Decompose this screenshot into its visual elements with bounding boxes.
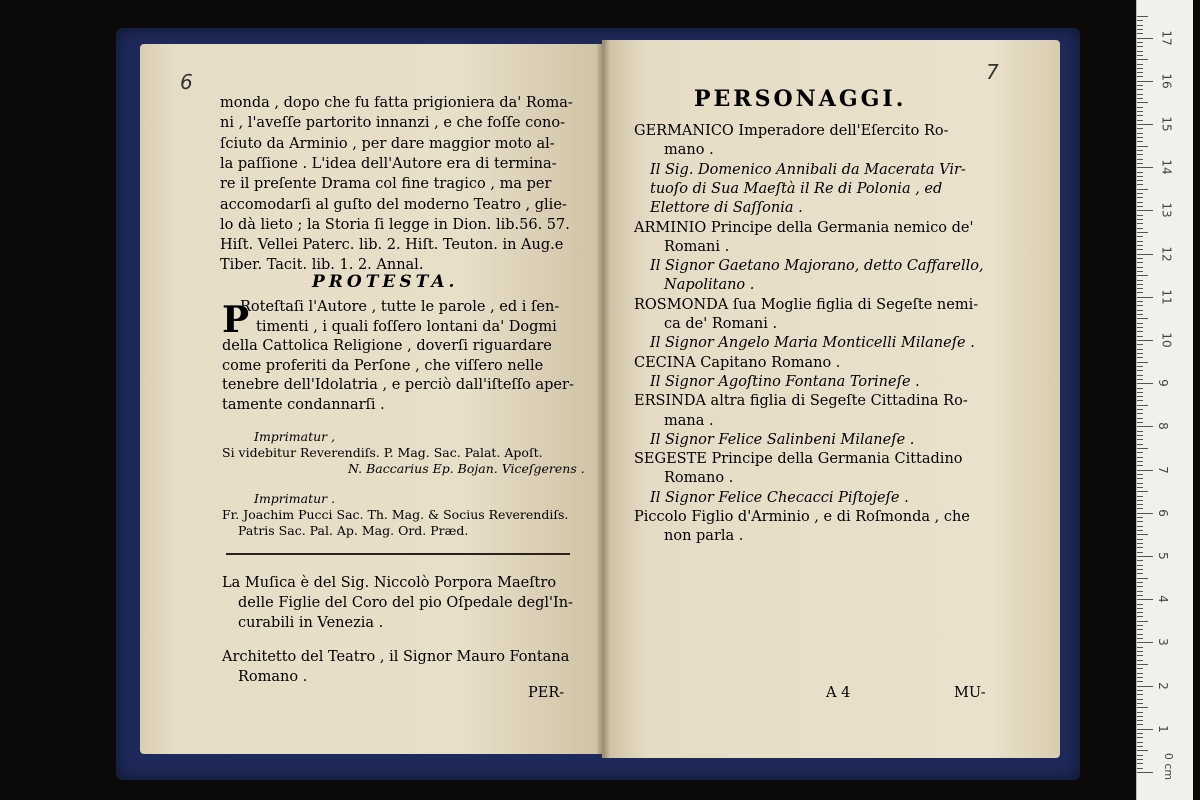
- ruler-tick: [1137, 534, 1148, 535]
- ruler-tick: [1137, 72, 1143, 73]
- ruler-tick: [1137, 254, 1153, 255]
- protesta-line: della Cattolica Religione , doverſi riguardare: [222, 338, 552, 355]
- ruler-tick: [1137, 349, 1143, 350]
- ruler-tick: [1137, 146, 1148, 147]
- ruler-tick: [1137, 115, 1143, 116]
- ruler-tick: [1137, 102, 1148, 103]
- ruler-tick: [1137, 55, 1143, 56]
- ruler-tick: [1137, 314, 1143, 315]
- ruler-tick: [1137, 595, 1143, 596]
- imprimatur-2-line-2: Patris Sac. Pal. Ap. Mag. Ord. Præd.: [238, 523, 469, 538]
- ruler-tick: [1137, 547, 1143, 548]
- cast-character-line: Piccolo Figlio d'Arminio , e di Roſmonda , che: [634, 509, 970, 525]
- section-divider: [226, 553, 570, 555]
- ruler-tick: [1137, 336, 1143, 337]
- protesta-heading: PROTESTA.: [312, 272, 459, 292]
- ruler-number: 12: [1159, 245, 1174, 262]
- ruler-tick: [1137, 383, 1153, 384]
- ruler-tick: [1137, 396, 1143, 397]
- intro-line: re il preſente Drama col fine tragico , ma per: [220, 176, 552, 193]
- ruler-tick: [1137, 508, 1143, 509]
- ruler-number: 3: [1155, 638, 1170, 647]
- ruler-tick: [1137, 323, 1143, 324]
- ruler-tick: [1137, 159, 1143, 160]
- cast-character-line: ARMINIO Principe della Germania nemico de': [634, 219, 974, 236]
- ruler-tick: [1137, 573, 1143, 574]
- cast-performer-line: tuoſo di Sua Maeſtà il Re di Polonia , ed: [650, 180, 943, 197]
- ruler-tick: [1137, 612, 1143, 613]
- ruler-tick: [1137, 331, 1143, 332]
- ruler-tick: [1137, 76, 1143, 77]
- music-line: curabili in Venezia .: [238, 615, 384, 631]
- ruler-number: 7: [1155, 465, 1170, 474]
- imprimatur-1-label: Imprimatur ,: [254, 429, 336, 444]
- left-catchword: PER-: [528, 685, 565, 701]
- ruler-tick: [1137, 712, 1143, 713]
- ruler-tick: [1137, 379, 1143, 380]
- book-gutter: [596, 40, 610, 758]
- ruler-tick: [1137, 681, 1143, 682]
- ruler-tick: [1137, 284, 1143, 285]
- ruler-tick: [1137, 64, 1143, 65]
- ruler-tick: [1137, 772, 1153, 773]
- cast-character-line: ERSINDA altra figlia di Segeſte Cittadina Ro-: [634, 393, 968, 410]
- cast-character-line: GERMANICO Imperadore dell'Eſercito Ro-: [634, 123, 949, 139]
- ruler-tick: [1137, 413, 1143, 414]
- ruler-tick: [1137, 280, 1143, 281]
- ruler-tick: [1137, 629, 1143, 630]
- cast-performer-line: Il Signor Gaetano Majorano, detto Caffarello,: [650, 258, 984, 275]
- ruler-tick: [1137, 470, 1153, 471]
- ruler-tick: [1137, 189, 1148, 190]
- ruler-tick: [1137, 500, 1143, 501]
- ruler-tick: [1137, 25, 1143, 26]
- ruler-tick: [1137, 608, 1143, 609]
- ruler-tick: [1137, 673, 1143, 674]
- ruler-tick: [1137, 167, 1153, 168]
- ruler-tick: [1137, 236, 1143, 237]
- ruler-tick: [1137, 582, 1143, 583]
- ruler-tick: [1137, 172, 1143, 173]
- protesta-line: Roteſtaſi l'Autore , tutte le parole , ed i ſen-: [240, 299, 560, 315]
- intro-line: monda , dopo che fu fatta prigioniera da' Roma-: [220, 95, 573, 111]
- ruler-tick: [1137, 210, 1153, 211]
- ruler-tick: [1137, 297, 1153, 298]
- ruler-number: 9: [1155, 379, 1170, 388]
- ruler-tick: [1137, 223, 1143, 224]
- ruler-tick: [1137, 439, 1143, 440]
- page-title: PERSONAGGI.: [694, 86, 907, 112]
- ruler-tick: [1137, 46, 1143, 47]
- ruler-tick: [1137, 634, 1143, 635]
- ruler-tick: [1137, 232, 1148, 233]
- ruler-number: 11: [1159, 289, 1174, 305]
- cast-character-line: mano .: [664, 142, 714, 159]
- ruler-tick: [1137, 206, 1143, 207]
- intro-line: Tiber. Tacit. lib. 1. 2. Annal.: [220, 257, 424, 274]
- ruler-tick: [1137, 409, 1143, 410]
- ruler-number: 15: [1159, 116, 1174, 132]
- ruler-tick: [1137, 487, 1143, 488]
- ruler-tick: [1137, 202, 1143, 203]
- intro-line: Hiſt. Vellei Paterc. lib. 2. Hiſt. Teuton. in Aug.e: [220, 237, 564, 254]
- ruler-number: 5: [1155, 552, 1170, 560]
- ruler-tick: [1137, 690, 1143, 691]
- ruler-tick: [1137, 59, 1148, 60]
- ruler-tick: [1137, 755, 1143, 756]
- ruler-tick: [1137, 197, 1143, 198]
- ruler-tick: [1137, 647, 1143, 648]
- intro-line: accomodarſi al guſto del moderno Teatro , glie-: [220, 196, 567, 213]
- ruler-tick: [1137, 392, 1143, 393]
- ruler-tick: [1137, 707, 1148, 708]
- imprimatur-2-line-1: Fr. Joachim Pucci Sac. Th. Mag. & Socius Reverendiſs.: [222, 507, 569, 522]
- ruler-tick: [1137, 16, 1148, 17]
- ruler-number: 10: [1159, 332, 1174, 348]
- ruler-tick: [1137, 81, 1153, 82]
- ruler-number: 1: [1155, 724, 1170, 733]
- ruler-number: 2: [1155, 681, 1170, 690]
- ruler-tick: [1137, 604, 1143, 605]
- ruler-tick: [1137, 552, 1143, 553]
- measuring-ruler: [1136, 0, 1193, 800]
- ruler-tick: [1137, 353, 1143, 354]
- ruler-tick: [1137, 694, 1143, 695]
- ruler-tick: [1137, 405, 1148, 406]
- ruler-tick: [1137, 20, 1143, 21]
- ruler-tick: [1137, 133, 1143, 134]
- ruler-tick: [1137, 340, 1153, 341]
- ruler-tick: [1137, 245, 1143, 246]
- right-page-number: 7: [986, 60, 999, 84]
- ruler-tick: [1137, 560, 1143, 561]
- ruler-tick: [1137, 651, 1143, 652]
- protesta-line: timenti , i quali foſſero lontani da' Dogmi: [256, 318, 557, 335]
- ruler-tick: [1137, 89, 1143, 90]
- ruler-tick: [1137, 716, 1143, 717]
- ruler-tick: [1137, 344, 1143, 345]
- ruler-tick: [1137, 362, 1148, 363]
- ruler-number: 16: [1159, 73, 1174, 89]
- cast-performer-line: Elettore di Saſſonia .: [650, 200, 803, 217]
- ruler-tick: [1137, 370, 1143, 371]
- ruler-tick: [1137, 513, 1153, 514]
- ruler-tick: [1137, 271, 1143, 272]
- ruler-tick: [1137, 327, 1143, 328]
- protesta-line: come proferiti da Perſone , che viſſero nelle: [222, 357, 544, 374]
- ruler-tick: [1137, 219, 1143, 220]
- ruler-tick: [1137, 668, 1143, 669]
- ruler-number: 13: [1159, 202, 1174, 219]
- ruler-tick: [1137, 85, 1143, 86]
- ruler-tick: [1137, 422, 1143, 423]
- ruler-tick: [1137, 33, 1143, 34]
- imprimatur-2-label: Imprimatur .: [254, 491, 336, 506]
- cast-character-line: CECINA Capitano Romano .: [634, 354, 841, 371]
- ruler-tick: [1137, 591, 1143, 592]
- ruler-tick: [1137, 465, 1143, 466]
- ruler-tick: [1137, 526, 1143, 527]
- ruler-tick: [1137, 642, 1153, 643]
- intro-line: la paſſione . L'idea dell'Autore era di termina-: [220, 155, 557, 172]
- cast-character-line: Romano .: [664, 470, 734, 487]
- ruler-tick: [1137, 599, 1153, 600]
- ruler-tick: [1137, 483, 1143, 484]
- ruler-tick: [1137, 262, 1143, 263]
- ruler-tick: [1137, 660, 1143, 661]
- ruler-tick: [1137, 461, 1143, 462]
- ruler-tick: [1137, 275, 1148, 276]
- protesta-line: tamente condannarſi .: [222, 397, 385, 413]
- ruler-tick: [1137, 431, 1143, 432]
- cast-character-line: non parla .: [664, 528, 744, 545]
- ruler-tick: [1137, 241, 1143, 242]
- imprimatur-1-line-2: N. Baccarius Ep. Bojan. Viceſgerens .: [348, 461, 585, 476]
- imprimatur-1-line-1: Si videbitur Reverendiſs. P. Mag. Sac. Palat. Apoſt.: [222, 445, 543, 460]
- ruler-tick: [1137, 426, 1153, 427]
- ruler-tick: [1137, 68, 1143, 69]
- ruler-tick: [1137, 621, 1148, 622]
- ruler-tick: [1137, 720, 1143, 721]
- ruler-tick: [1137, 742, 1143, 743]
- ruler-tick: [1137, 452, 1143, 453]
- ruler-tick: [1137, 301, 1143, 302]
- ruler-tick: [1137, 228, 1143, 229]
- cast-performer-line: Napolitano .: [664, 277, 755, 294]
- ruler-tick: [1137, 530, 1143, 531]
- ruler-tick: [1137, 474, 1143, 475]
- ruler-number: 6: [1155, 508, 1170, 517]
- ruler-number: 14: [1159, 159, 1174, 175]
- ruler-tick: [1137, 141, 1143, 142]
- ruler-tick: [1137, 357, 1143, 358]
- ruler-tick: [1137, 543, 1143, 544]
- protesta-initial: P: [222, 299, 250, 341]
- ruler-tick: [1137, 107, 1143, 108]
- cast-performer-line: Il Signor Felice Salinbeni Milaneſe .: [650, 431, 915, 448]
- ruler-tick: [1137, 763, 1143, 764]
- ruler-tick: [1137, 111, 1143, 112]
- ruler-tick: [1137, 51, 1143, 52]
- ruler-tick: [1137, 163, 1143, 164]
- ruler-tick: [1137, 703, 1143, 704]
- ruler-tick: [1137, 729, 1153, 730]
- ruler-tick: [1137, 521, 1143, 522]
- ruler-tick: [1137, 249, 1143, 250]
- ruler-tick: [1137, 616, 1143, 617]
- ruler-tick: [1137, 724, 1143, 725]
- ruler-tick: [1137, 638, 1143, 639]
- ruler-tick: [1137, 318, 1148, 319]
- ruler-number: 8: [1155, 422, 1170, 431]
- ruler-tick: [1137, 625, 1143, 626]
- ruler-tick: [1137, 388, 1143, 389]
- intro-line: lo dà lieto ; la Storia ſi legge in Dion. lib.56. 57.: [220, 216, 570, 233]
- ruler-tick: [1137, 267, 1143, 268]
- ruler-tick: [1137, 128, 1143, 129]
- ruler-tick: [1137, 664, 1148, 665]
- ruler-tick: [1137, 699, 1143, 700]
- ruler-tick: [1137, 288, 1143, 289]
- ruler-tick: [1137, 448, 1148, 449]
- ruler-tick: [1137, 750, 1148, 751]
- architect-line: Romano .: [238, 669, 308, 685]
- cast-character-line: Romani .: [664, 238, 730, 255]
- music-line: La Muſica è del Sig. Niccolò Porpora Maeſtro: [222, 575, 557, 591]
- protesta-line: tenebre dell'Idolatria , e perciò dall'iſteſſo aper-: [222, 377, 574, 394]
- ruler-tick: [1137, 733, 1143, 734]
- ruler-tick: [1137, 38, 1153, 39]
- ruler-tick: [1137, 677, 1143, 678]
- left-page-number: 6: [180, 70, 193, 94]
- ruler-tick: [1137, 746, 1143, 747]
- ruler-tick: [1137, 491, 1148, 492]
- ruler-tick: [1137, 120, 1143, 121]
- ruler-tick: [1137, 366, 1143, 367]
- ruler-tick: [1137, 444, 1143, 445]
- ruler-tick: [1137, 29, 1143, 30]
- ruler-number: 17: [1159, 29, 1174, 46]
- intro-line: ni , l'aveſſe partorito innanzi , e che foſſe cono-: [220, 115, 565, 132]
- ruler-tick: [1137, 578, 1148, 579]
- ruler-tick: [1137, 375, 1143, 376]
- right-catchword: MU-: [954, 685, 986, 701]
- ruler-tick: [1137, 150, 1143, 151]
- ruler-tick: [1137, 184, 1143, 185]
- cast-performer-line: Il Signor Agoſtino Fontana Torineſe .: [650, 373, 920, 390]
- ruler-tick: [1137, 435, 1143, 436]
- cast-performer-line: Il Sig. Domenico Annibali da Macerata Vir-: [650, 161, 966, 178]
- ruler-tick: [1137, 310, 1143, 311]
- ruler-tick: [1137, 42, 1143, 43]
- ruler-tick: [1137, 517, 1143, 518]
- intro-line: ſciuto da Arminio , per dare maggior moto al-: [220, 135, 555, 152]
- ruler-tick: [1137, 180, 1143, 181]
- cast-character-line: ROSMONDA ſua Moglie figlia di Segeſte nemi-: [634, 296, 979, 313]
- cast-character-line: ca de' Romani .: [664, 316, 778, 332]
- ruler-tick: [1137, 258, 1143, 259]
- ruler-tick: [1137, 193, 1143, 194]
- ruler-tick: [1137, 539, 1143, 540]
- ruler-tick: [1137, 124, 1153, 125]
- ruler-tick: [1137, 686, 1153, 687]
- ruler-tick: [1137, 98, 1143, 99]
- ruler-tick: [1137, 176, 1143, 177]
- signature-mark: A 4: [826, 685, 851, 701]
- ruler-tick: [1137, 154, 1143, 155]
- ruler-tick: [1137, 457, 1143, 458]
- ruler-tick: [1137, 478, 1143, 479]
- ruler-number: 4: [1155, 595, 1170, 604]
- ruler-tick: [1137, 215, 1143, 216]
- architect-line: Architetto del Teatro , il Signor Mauro Fontana: [222, 649, 570, 665]
- cast-performer-line: Il Signor Angelo Maria Monticelli Milaneſe .: [650, 335, 975, 352]
- music-line: delle Figlie del Coro del pio Oſpedale degl'In-: [238, 595, 573, 611]
- ruler-tick: [1137, 400, 1143, 401]
- ruler-tick: [1137, 556, 1153, 557]
- ruler-tick: [1137, 586, 1143, 587]
- cast-performer-line: Il Signor Felice Checacci Piſtojeſe .: [650, 489, 909, 506]
- ruler-tick: [1137, 418, 1143, 419]
- ruler-tick: [1137, 305, 1143, 306]
- ruler-tick: [1137, 94, 1143, 95]
- ruler-tick: [1137, 137, 1143, 138]
- ruler-tick: [1137, 496, 1143, 497]
- ruler-unit-label: 0 cm: [1162, 752, 1176, 781]
- ruler-tick: [1137, 768, 1143, 769]
- ruler-tick: [1137, 655, 1143, 656]
- cast-character-line: mana .: [664, 412, 714, 429]
- ruler-tick: [1137, 292, 1143, 293]
- ruler-tick: [1137, 565, 1143, 566]
- ruler-tick: [1137, 504, 1143, 505]
- ruler-tick: [1137, 759, 1143, 760]
- ruler-tick: [1137, 737, 1143, 738]
- ruler-tick: [1137, 569, 1143, 570]
- cast-character-line: SEGESTE Principe della Germania Cittadino: [634, 451, 963, 468]
